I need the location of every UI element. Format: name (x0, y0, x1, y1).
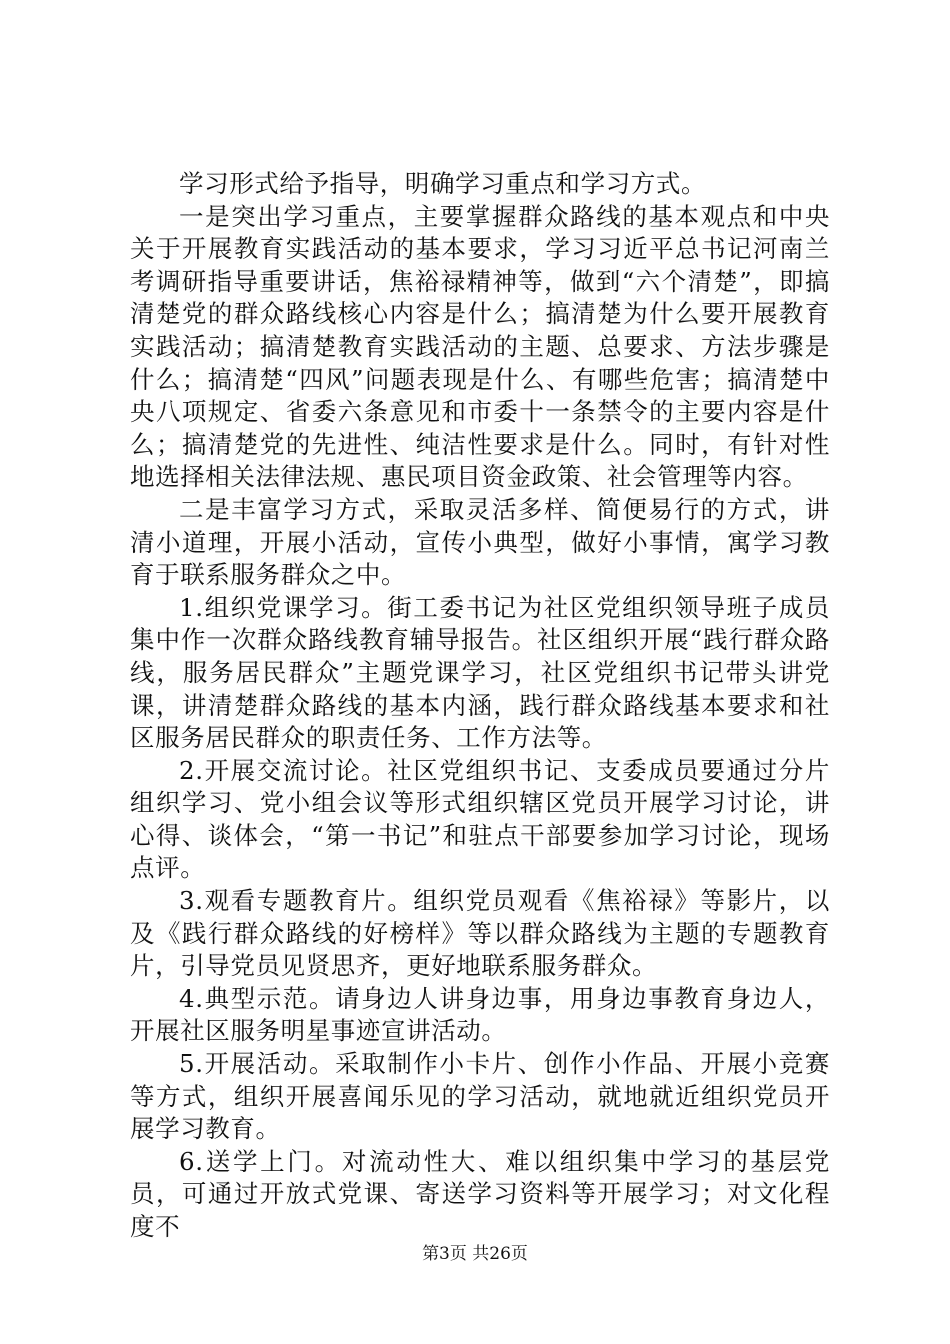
paragraph-5: 2.开展交流讨论。社区党组织书记、支委成员要通过分片组织学习、党小组会议等形式组织辖区党员开展学习讨论，讲心得、谈体会，“第一书记”和驻点干部要参加学习讨论，现场点评。 (130, 755, 830, 883)
paragraph-3: 二是丰富学习方式，采取灵活多样、简便易行的方式，讲清小道理，开展小活动，宣传小典型，做好小事情，寓学习教育于联系服务群众之中。 (130, 494, 830, 590)
body-text (130, 168, 830, 1244)
paragraph-1: 学习形式给予指导，明确学习重点和学习方式。 (179, 169, 707, 198)
paragraph-4: 1.组织党课学习。街工委书记为社区党组织领导班子成员集中作一次群众路线教育辅导报告。社区组织开展“践行群众路线，服务居民群众”主题党课学习，社区党组织书记带头讲党课，讲清楚群众路线的基本内涵，践行群众路线基本要求和社区服务居民群众的职责任务、工作方法等。 (130, 592, 830, 753)
paragraph-8: 5.开展活动。采取制作小卡片、创作小作品、开展小竞赛等方式，组织开展喜闻乐见的学习活动，就地就近组织党员开展学习教育。 (130, 1049, 830, 1144)
paragraph-7: 4.典型示范。请身边人讲身边事，用身边事教育身边人，开展社区服务明星事迹宣讲活动。 (130, 983, 830, 1046)
page-footer: 第3页 共26页 (422, 1244, 528, 1264)
paragraph-9: 6.送学上门。对流动性大、难以组织集中学习的基层党员，可通过开放式党课、寄送学习资料等开展学习；对文化程度不 (130, 1146, 830, 1241)
paragraph-6: 3.观看专题教育片。组织党员观看《焦裕禄》等影片，以及《践行群众路线的好榜样》等以群众路线为主题的专题教育片，引导党员见贤思齐，更好地联系服务群众。 (130, 886, 830, 981)
paragraph-2: 一是突出学习重点，主要掌握群众路线的基本观点和中央关于开展教育实践活动的基本要求，学习习近平总书记河南兰考调研指导重要讲话，焦裕禄精神等，做到“六个清楚”，即搞清楚党的群众路线核心内容是什么；搞清楚为什么要开展教育实践活动；搞清楚教育实践活动的主题、总要求、方法步骤是什么；搞清楚“四风”问题表现是什么、有哪些危害；搞清楚中央八项规定、省委六条意见和市委十一条禁令的主要内容是什么；搞清楚党的先进性、纯洁性要求是什么。同时，有针对性地选择相关法律法规、惠民项目资金政策、社会管理等内容。 (130, 201, 830, 492)
